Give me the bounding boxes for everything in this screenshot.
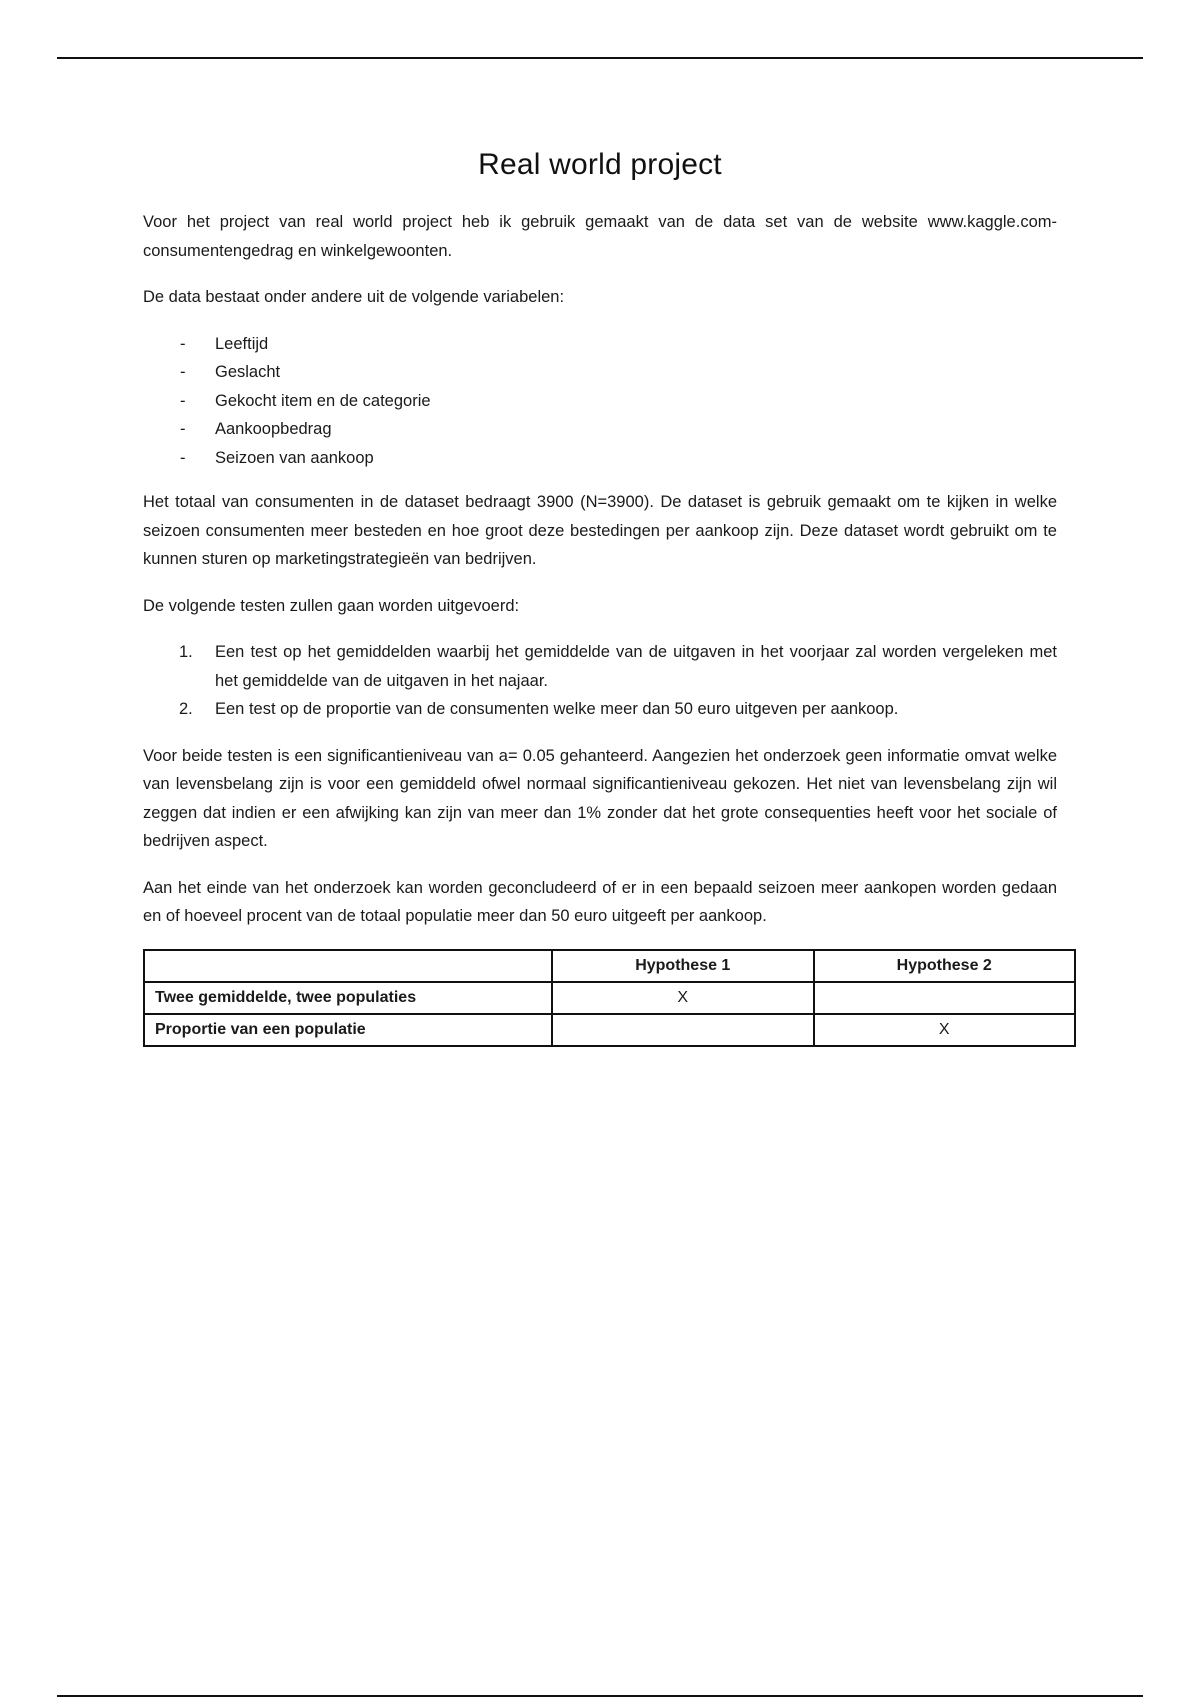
list-item (143, 638, 1057, 695)
table-row-label: Twee gemiddelde, twee populaties (144, 982, 552, 1014)
list-bullet: - (180, 448, 186, 467)
list-bullet: - (180, 334, 186, 353)
list-bullet: - (180, 391, 186, 410)
list-item-text: Aankoopbedrag (215, 420, 332, 438)
list-item (143, 444, 1057, 473)
list-bullet: - (180, 363, 186, 381)
list-number: 1. (179, 643, 193, 661)
dataset-paragraph: Het totaal van consumenten in de dataset bedraagt 3900 (N=3900). De dataset is gebruik gemaakt om te kijken in welke seizoen consumenten meer besteden en hoe groot deze bestedingen per aankoop zijn. Deze dataset wordt gebruikt om te kunnen sturen op marketingstrategieën van bedrijven. (143, 493, 1057, 568)
table-row-label: Proportie van een populatie (144, 1014, 552, 1046)
list-number: 2. (179, 700, 193, 718)
table-cell (814, 982, 1076, 1014)
table-row (144, 982, 1075, 1014)
table-header-cell: Hypothese 2 (814, 950, 1076, 982)
table-header-cell: Hypothese 1 (552, 950, 813, 982)
list-item (143, 330, 1057, 359)
list-item (143, 415, 1057, 444)
top-rule (57, 57, 1143, 59)
intro-paragraph: Voor het project van real world project heb ik gebruik gemaakt van de data set van de website www.kaggle.com-consumentengedrag en winkelgewoonten. (143, 213, 1057, 260)
page-title: Real world project (478, 148, 722, 181)
significance-paragraph: Voor beide testen is een significantieniveau van a= 0.05 gehanteerd. Aangezien het onderzoek geen informatie omvat welke van levensbelang zijn is voor een gemiddeld ofwel normaal significantieniveau gekozen. Het niet van levensbelang zijn wil zeggen dat indien er een afwijking kan zijn van meer dan 1% zonder dat het grote consequenties heeft voor het sociale of bedrijven aspect. (143, 746, 1057, 850)
table-header-cell (144, 950, 552, 982)
conclusion-paragraph: Aan het einde van het onderzoek kan worden geconcludeerd of er in een bepaald seizoen meer aankopen worden gedaan en of hoeveel procent van de totaal populatie meer dan 50 euro uitgeeft per aankoop. (143, 878, 1057, 925)
list-item (143, 695, 1057, 724)
variables-intro: De data bestaat onder andere uit de volgende variabelen: (143, 288, 565, 306)
list-item-text: Een test op de proportie van de consumenten welke meer dan 50 euro uitgeven per aankoop. (215, 700, 899, 718)
table-row (144, 1014, 1075, 1046)
tests-intro: De volgende testen zullen gaan worden uitgevoerd: (143, 596, 520, 615)
list-item-text: Leeftijd (215, 334, 269, 353)
list-item-text: Gekocht item en de categorie (215, 391, 431, 410)
table-cell (552, 1014, 813, 1046)
table-cell: X (552, 982, 813, 1014)
list-item (143, 387, 1057, 416)
document-body (143, 148, 1057, 1047)
list-item (143, 358, 1057, 387)
variables-list (143, 330, 1057, 473)
list-bullet: - (180, 420, 186, 438)
tests-list (143, 638, 1057, 724)
table-cell: X (814, 1014, 1076, 1046)
hypothesis-table (143, 949, 1076, 1047)
list-item-text: Seizoen van aankoop (215, 448, 374, 467)
list-item-text: Geslacht (215, 363, 281, 381)
list-item-text: Een test op het gemiddelden waarbij het gemiddelde van de uitgaven in het voorjaar zal worden vergeleken met het gemiddelde van de uitgaven in het najaar. (215, 643, 1057, 690)
table-header-row (144, 950, 1075, 982)
bottom-rule (57, 1695, 1143, 1697)
